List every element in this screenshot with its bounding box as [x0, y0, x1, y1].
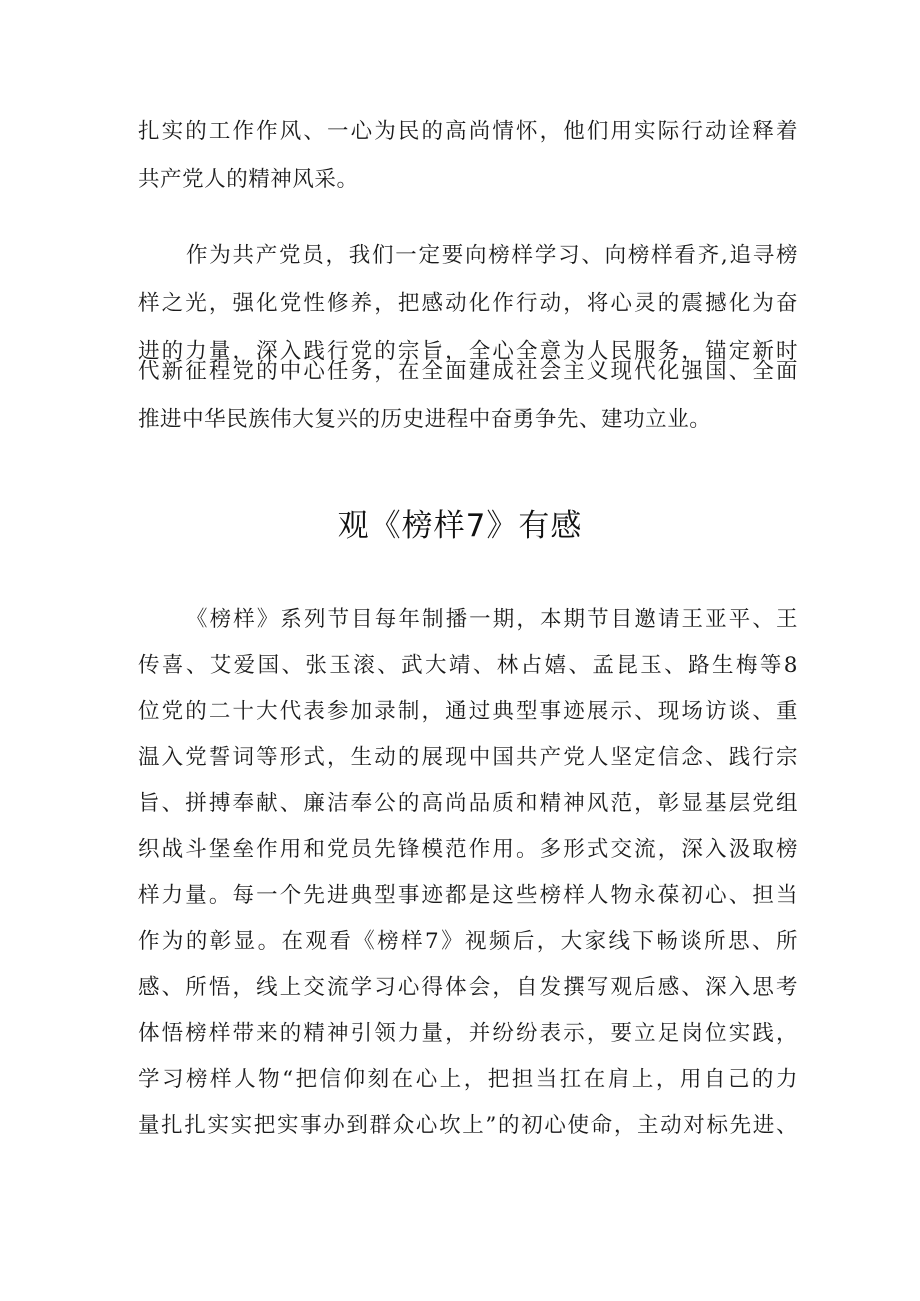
article-title: 观《榜样7》有感 [337, 508, 583, 544]
paragraph-3-line-2: 传喜、艾爱国、张玉滚、武大靖、林占嬉、孟昆玉、路生梅等8 [138, 653, 798, 678]
paragraph-1-line-1: 扎实的工作作风、一心为民的高尚情怀，他们用实际行动诠释着 [138, 119, 798, 144]
paragraph-2-line-2: 样之光，强化党性修养，把感动化作行动，将心灵的震撼化为奋 [138, 291, 798, 316]
paragraph-3-line-8: 作为的彰显。在观看《榜样7》视频后，大家线下畅谈所思、所 [138, 929, 798, 954]
paragraph-3-line-1: 《榜样》系列节目每年制播一期，本期节目邀请王亚平、王 [186, 607, 798, 632]
paragraph-3-line-12: 量扎扎实实把实事办到群众心坎上”的初心使命，主动对标先进、 [138, 1113, 798, 1138]
paragraph-3-line-10: 体悟榜样带来的精神引领力量，并纷纷表示，要立足岗位实践， [138, 1021, 798, 1046]
paragraph-2-line-5: 推进中华民族伟大复兴的历史进程中奋勇争先、建功立业。 [138, 407, 712, 432]
paragraph-3-line-4: 温入党誓词等形式，生动的展现中国共产党人坚定信念、践行宗 [138, 745, 798, 770]
paragraph-3-line-6: 织战斗堡垒作用和党员先锋模范作用。多形式交流，深入汲取榜 [138, 837, 798, 862]
paragraph-3-line-9: 感、所悟，线上交流学习心得体会，自发撰写观后感、深入思考 [138, 975, 798, 1000]
paragraph-3-line-7: 样力量。每一个先进典型事迹都是这些榜样人物永葆初心、担当 [138, 883, 798, 908]
paragraph-1-line-2: 共产党人的精神风采。 [138, 167, 359, 192]
paragraph-2-line-4: 代新征程党的中心任务，在全面建成社会主义现代化强国、全面 [138, 359, 798, 384]
paragraph-2-line-3: 进的力量，深入践行党的宗旨，全心全意为人民服务，锚定新时 [138, 339, 798, 364]
paragraph-3-line-5: 旨、拼搏奉献、廉洁奉公的高尚品质和精神风范，彰显基层党组 [138, 791, 798, 816]
paragraph-3-line-11: 学习榜样人物“把信仰刻在心上，把担当扛在肩上，用自己的力 [138, 1067, 798, 1092]
paragraph-3-line-3: 位党的二十大代表参加录制，通过典型事迹展示、现场访谈、重 [138, 699, 798, 724]
paragraph-2-line-1: 作为共产党员，我们一定要向榜样学习、向榜样看齐,追寻榜 [186, 243, 798, 268]
